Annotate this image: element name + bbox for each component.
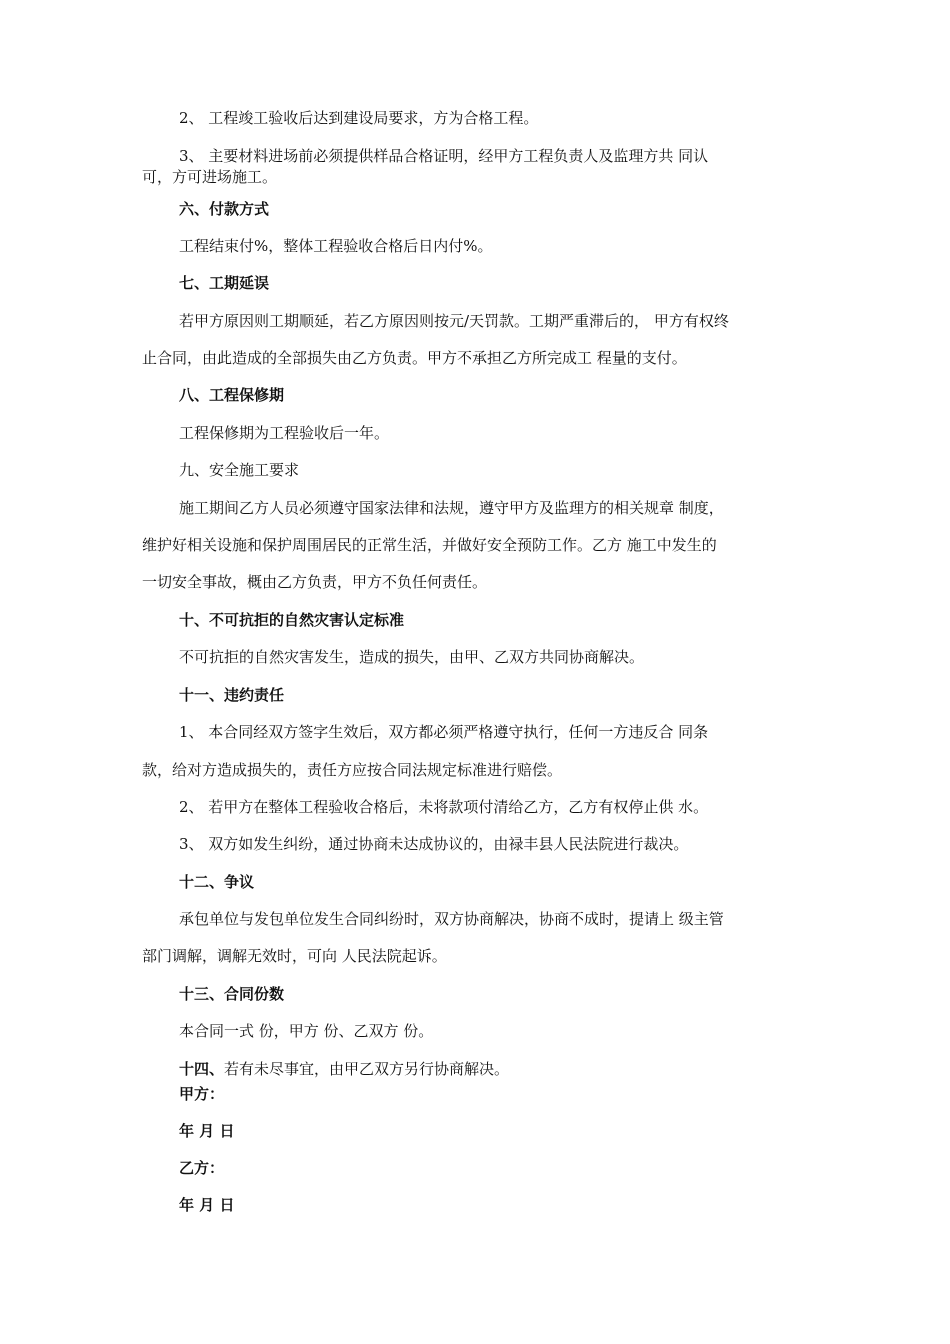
clause-text: 本合同一式 份，甲方 份、乙双方 份。 [179,1022,434,1040]
section-heading: 十四、 [179,1060,225,1078]
clause-text: 2、 工程竣工验收后达到建设局要求，方为合格工程。 [179,109,539,127]
clause-text [0,1059,950,1079]
clause-text: 2、 若甲方在整体工程验收合格后，未将款项付清给乙方，乙方有权停止供 水。 [179,798,709,816]
section-heading: 十一、违约责任 [179,686,285,704]
party-b-label: 乙方： [179,1159,225,1177]
clause-text: 一切安全事故，概由乙方负责，甲方不负任何责任。 [142,573,488,591]
section-heading: 十、不可抗拒的自然灾害认定标准 [179,611,405,629]
clause-text: 款，给对方造成损失的，责任方应按合同法规定标准进行赔偿。 [142,761,563,779]
clause-text: 不可抗拒的自然灾害发生，造成的损失，由甲、乙双方共同协商解决。 [179,648,645,666]
section-heading: 六、付款方式 [179,200,270,218]
section-heading: 十三、合同份数 [179,985,285,1003]
section-heading: 十二、争议 [179,873,255,891]
party-a-label: 甲方： [179,1085,225,1103]
clause-text: 3、 双方如发生纠纷，通过协商未达成协议的，由禄丰县人民法院进行裁决。 [179,835,689,853]
clause-text: 工程结束付%，整体工程验收合格后日内付%。 [179,237,493,255]
clause-text: 1、 本合同经双方签字生效后，双方都必须严格遵守执行，任何一方违反合 同条 [179,723,709,741]
section-heading: 七、工期延误 [179,274,270,292]
clause-text: 止合同，由此造成的全部损失由乙方负责。甲方不承担乙方所完成工 程量的支付。 [142,349,687,367]
section-heading: 八、工程保修期 [179,386,285,404]
party-b-date: 年 月 日 [179,1196,235,1214]
clause-text: 若有未尽事宜，由甲乙双方另行协商解决。 [224,1060,510,1078]
clause-text: 工程保修期为工程验收后一年。 [179,424,390,442]
clause-text: 部门调解，调解无效时，可向 人民法院起诉。 [142,947,447,965]
clause-text: 承包单位与发包单位发生合同纠纷时，双方协商解决，协商不成时，提请上 级主管 [179,910,724,928]
clause-text: 若甲方原因则工期顺延，若乙方原因则按元/天罚款。工期严重滞后的， 甲方有权终 [179,312,729,330]
section-heading: 九、安全施工要求 [179,461,300,479]
clause-text: 维护好相关设施和保护周围居民的正常生活，并做好安全预防工作。乙方 施工中发生的 [142,536,717,554]
clause-text: 施工期间乙方人员必须遵守国家法律和法规，遵守甲方及监理方的相关规章 制度， [179,499,724,517]
clause-text: 可，方可进场施工。 [142,168,278,186]
clause-text: 3、 主要材料进场前必须提供样品合格证明，经甲方工程负责人及监理方共 同认 [179,147,709,165]
party-a-date: 年 月 日 [179,1122,235,1140]
